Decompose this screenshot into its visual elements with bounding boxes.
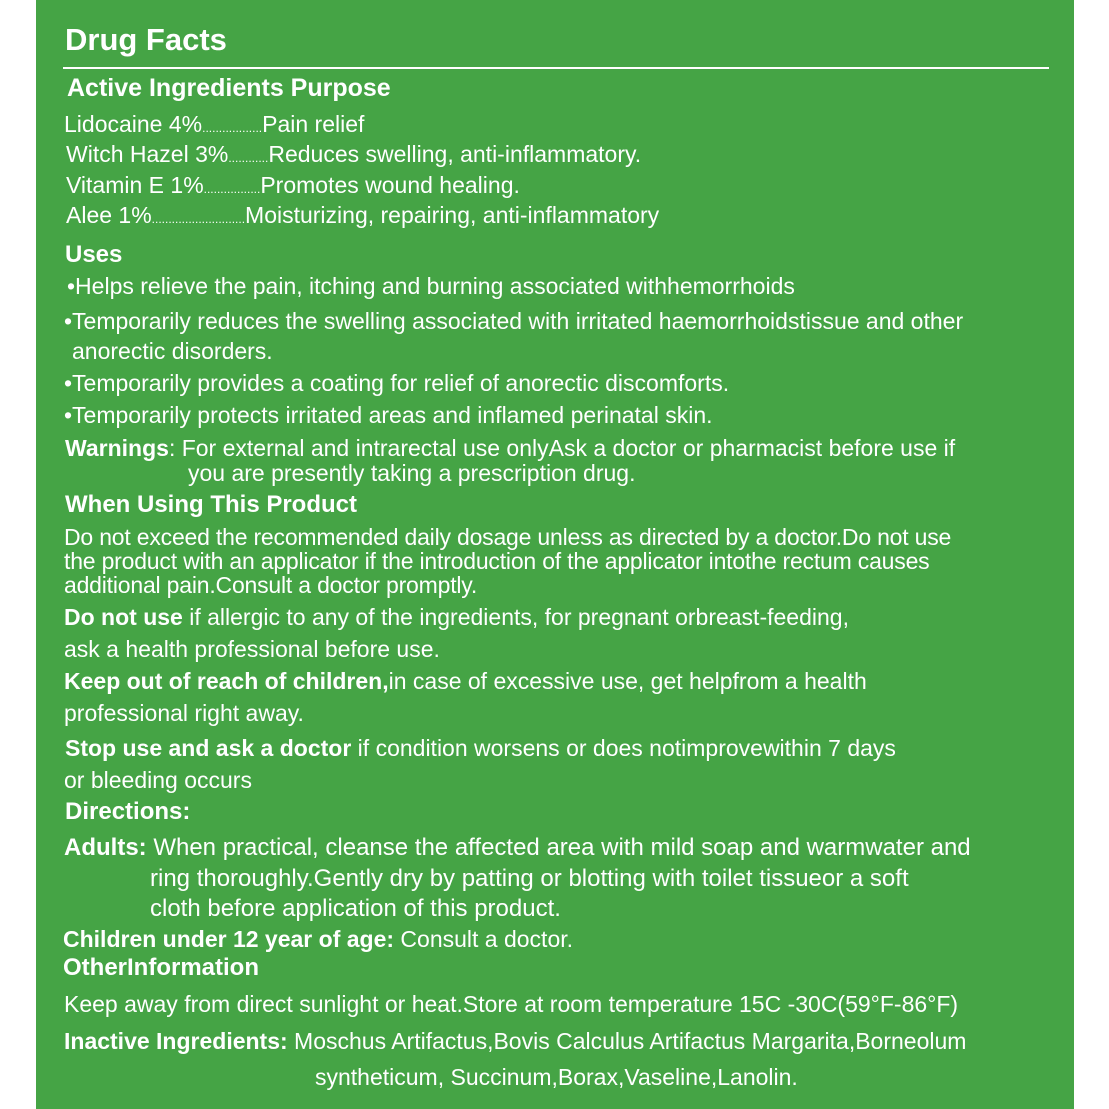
- inactive-ingredients-text: Moschus Artifactus,Bovis Calculus Artifactus Margarita,Borneolum: [287, 1028, 967, 1054]
- keep-out-continuation: professional right away.: [64, 700, 304, 726]
- adults-line: [64, 836, 971, 860]
- ingredient-purpose: Promotes wound healing.: [260, 172, 520, 198]
- uses-item: •Temporarily protects irritated areas and inflamed perinatal skin.: [64, 402, 713, 428]
- ingredient-row: [66, 204, 659, 227]
- uses-item: •Temporarily provides a coating for relief of anorectic discomforts.: [64, 370, 730, 396]
- ingredient-purpose: Reduces swelling, anti-inflammatory.: [268, 141, 642, 167]
- ingredient-name: Witch Hazel 3%: [66, 141, 229, 167]
- inactive-ingredients-continuation: syntheticum, Succinum,Borax,Vaseline,Lanolin.: [315, 1064, 798, 1090]
- uses-item: •Temporarily reduces the swelling associated with irritated haemorrhoidstissue and other: [64, 308, 964, 334]
- other-info-heading: OtherInformation: [63, 954, 259, 981]
- ingredient-purpose: Moisturizing, repairing, anti-inflammatory: [245, 202, 660, 228]
- keep-out-label: Keep out of reach of children,: [64, 668, 389, 694]
- uses-item-continuation: anorectic disorders.: [72, 338, 273, 364]
- children-label: Children under 12 year of age:: [63, 926, 395, 952]
- ingredient-name: Alee 1%: [66, 202, 152, 228]
- drug-facts-panel: [36, 0, 1074, 1109]
- other-info-text: Keep away from direct sunlight or heat.Store at room temperature 15C -30C(59°F-86°F): [64, 991, 959, 1017]
- keep-out-text: in case of excessive use, get helpfrom a health: [388, 668, 867, 694]
- when-using-heading: When Using This Product: [65, 491, 357, 518]
- ingredient-name: Lidocaine 4%: [64, 111, 203, 137]
- adults-continuation: ring thoroughly.Gently dry by patting or blotting with toilet tissueor a soft: [150, 865, 909, 892]
- uses-item: •Helps relieve the pain, itching and burning associated withhemorrhoids: [67, 273, 795, 299]
- stop-use-line: [65, 737, 896, 760]
- active-ingredients-header: Active Ingredients Purpose: [67, 74, 391, 102]
- adults-continuation: cloth before application of this product.: [150, 895, 561, 922]
- when-using-text: the product with an applicator if the introduction of the applicator intothe rectum causes: [64, 548, 930, 574]
- adults-text: When practical, cleanse the affected area with mild soap and warmwater and: [146, 834, 971, 861]
- title-divider: [63, 67, 1049, 69]
- ingredient-dots: ..................: [202, 121, 263, 135]
- ingredient-row: [66, 143, 641, 166]
- warnings-text: : For external and intrarectal use onlyAsk a doctor or pharmacist before use if: [168, 435, 956, 461]
- children-text: Consult a doctor.: [394, 926, 574, 952]
- ingredient-dots: ............................: [151, 212, 246, 226]
- stop-use-continuation: or bleeding occurs: [64, 767, 252, 793]
- do-not-use-label: Do not use: [64, 604, 183, 630]
- adults-label: Adults:: [64, 834, 147, 861]
- stop-use-text: if condition worsens or does notimprovewithin 7 days: [351, 735, 896, 761]
- inactive-ingredients-line: [64, 1030, 966, 1053]
- ingredient-purpose: Pain relief: [262, 111, 365, 137]
- keep-out-line: [64, 670, 867, 693]
- when-using-text: Do not exceed the recommended daily dosage unless as directed by a doctor.Do not use: [64, 524, 952, 550]
- children-line: [63, 928, 573, 951]
- directions-heading: Directions:: [65, 798, 191, 825]
- when-using-text: additional pain.Consult a doctor promptly.: [64, 572, 478, 598]
- do-not-use-line: [64, 606, 849, 629]
- ingredient-row: [64, 113, 364, 136]
- inactive-ingredients-label: Inactive Ingredients:: [64, 1028, 288, 1054]
- warnings-label: Warnings: [65, 435, 169, 461]
- do-not-use-continuation: ask a health professional before use.: [64, 636, 440, 662]
- uses-heading: Uses: [65, 241, 123, 268]
- ingredient-row: [66, 174, 520, 197]
- ingredient-dots: .................: [203, 182, 261, 196]
- do-not-use-text: if allergic to any of the ingredients, for pregnant orbreast-feeding,: [182, 604, 849, 630]
- drug-facts-title: Drug Facts: [65, 22, 227, 57]
- ingredient-name: Vitamin E 1%: [66, 172, 204, 198]
- warnings-line: [65, 437, 955, 460]
- warnings-continuation: you are presently taking a prescription drug.: [188, 460, 636, 486]
- ingredient-dots: ............: [228, 151, 269, 165]
- stop-use-label: Stop use and ask a doctor: [65, 735, 352, 761]
